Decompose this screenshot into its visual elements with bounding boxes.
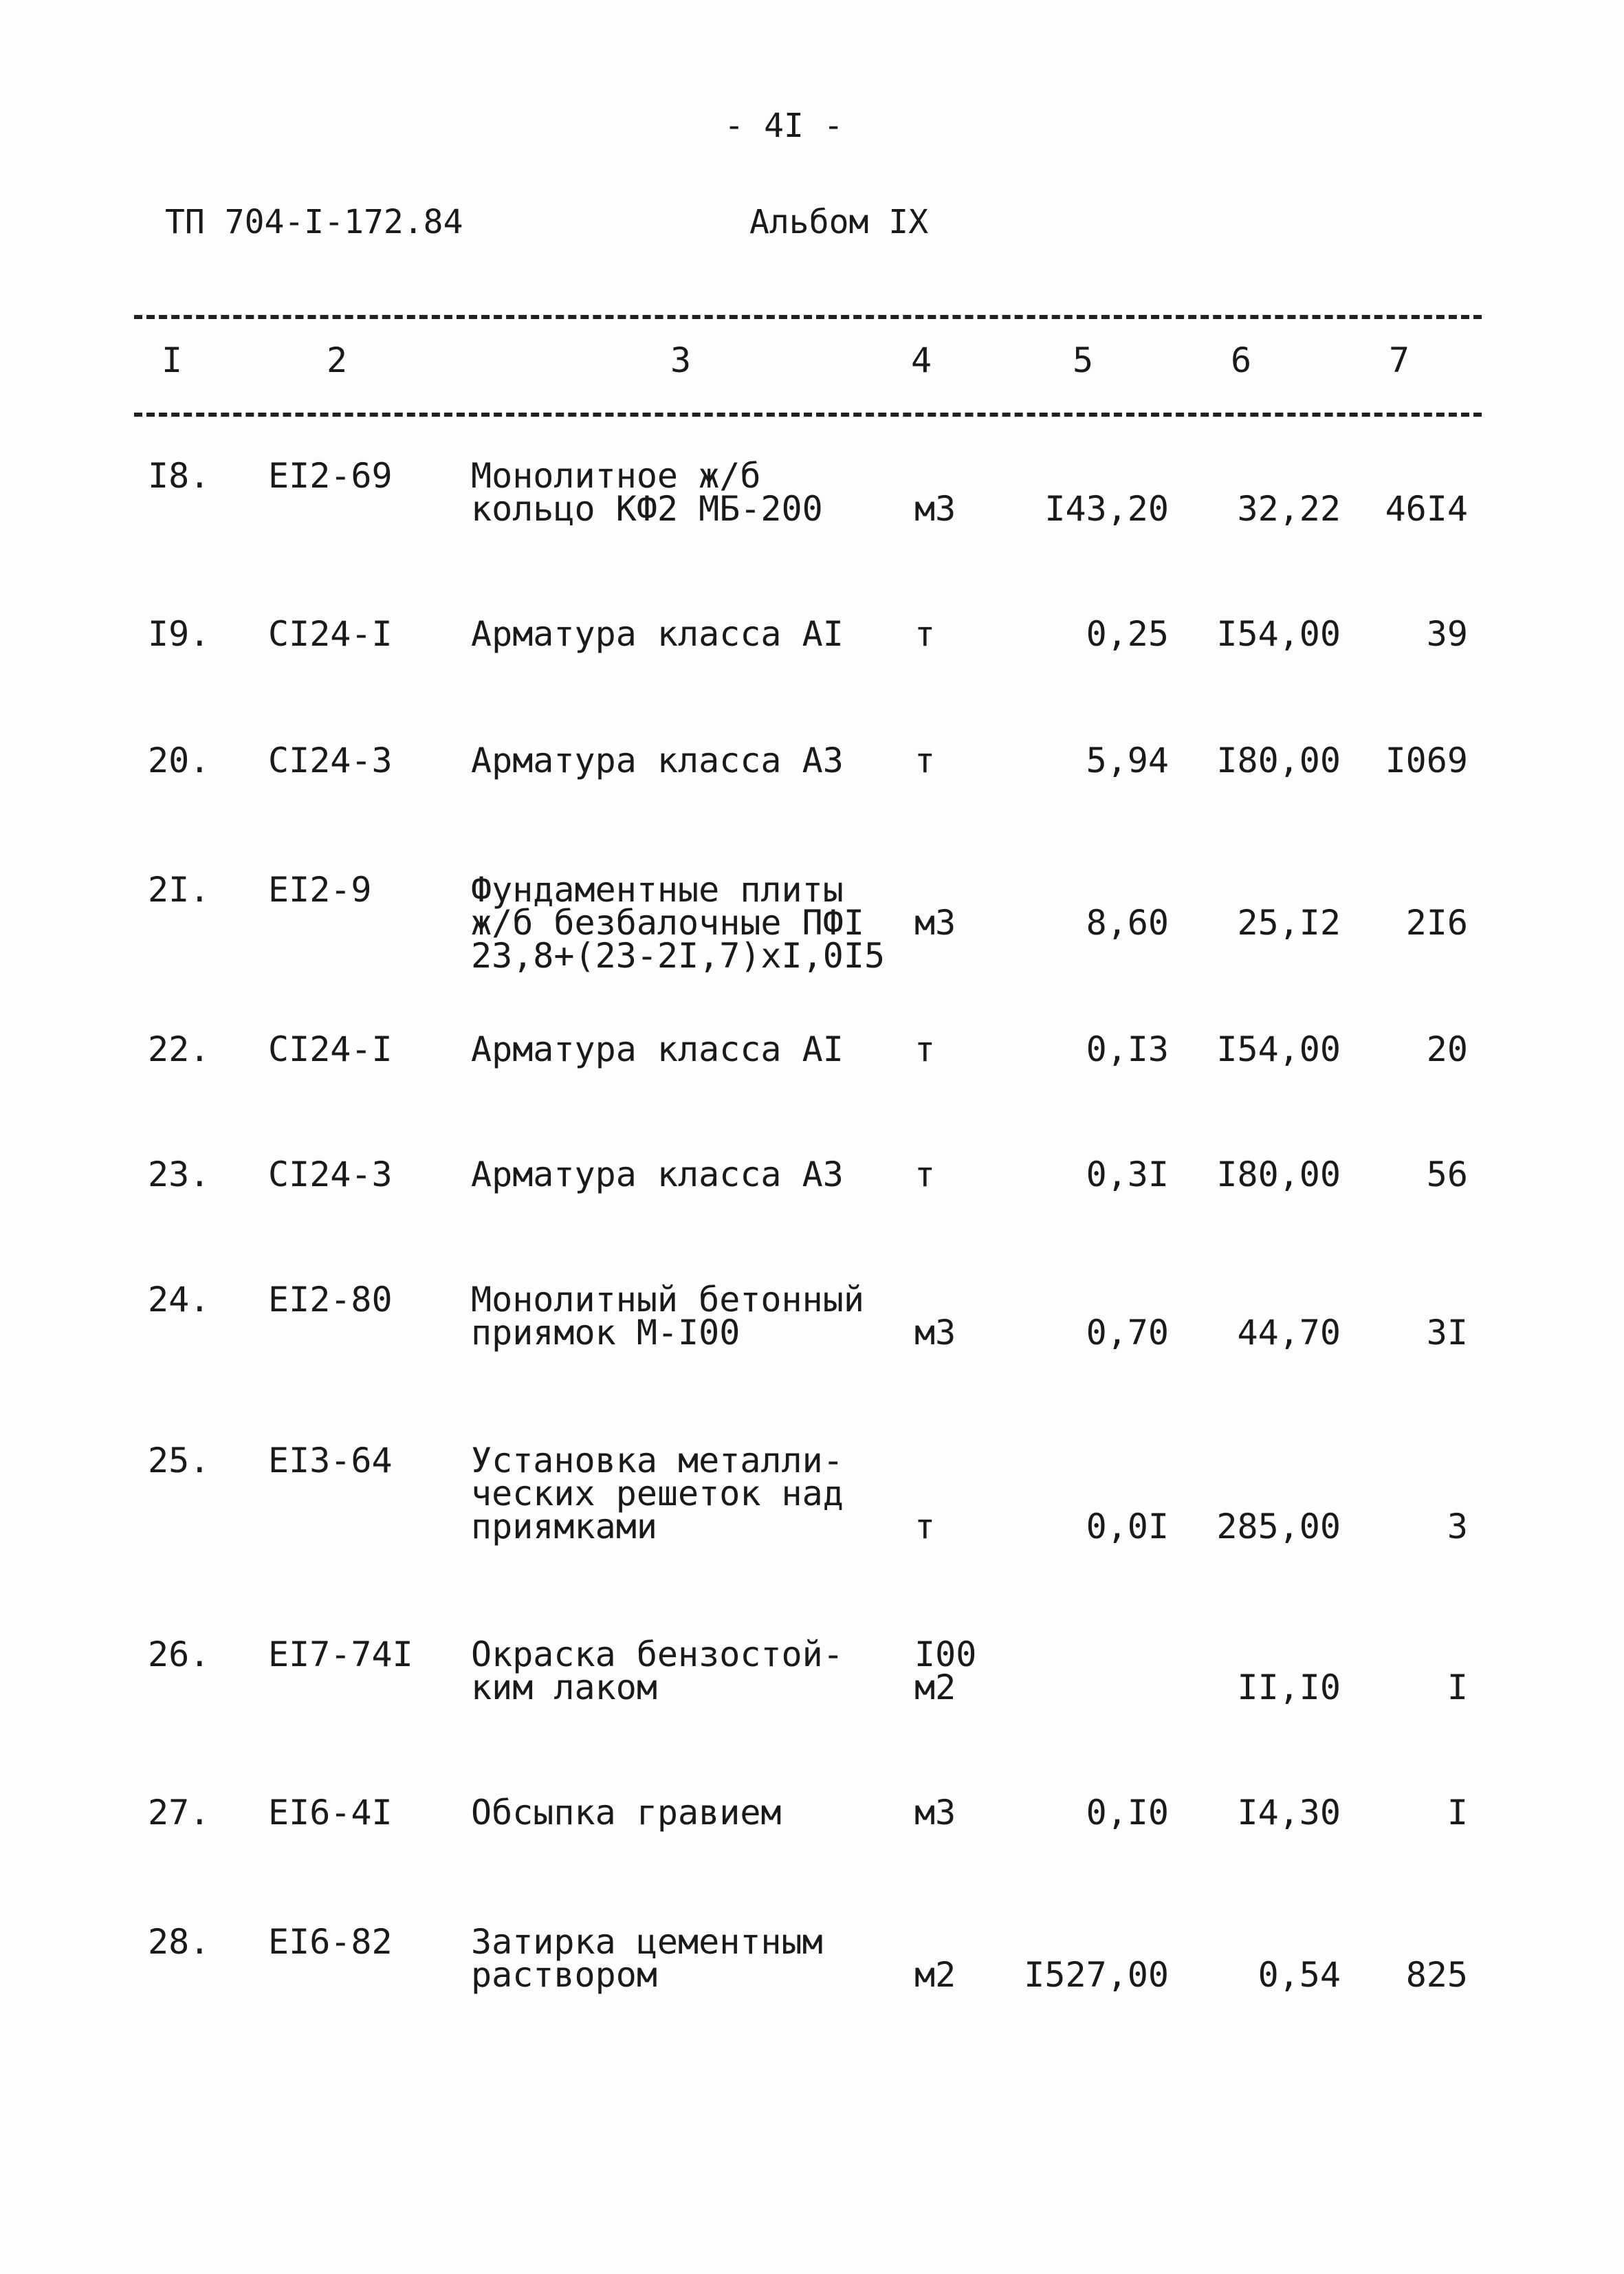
row-description: Установка металли- ческих решеток над приямками: [471, 1441, 844, 1546]
column-header-1: I: [162, 340, 183, 380]
row-number: 20.: [148, 741, 210, 780]
row-unit: т: [914, 1507, 936, 1546]
column-header-3: 3: [670, 340, 692, 380]
row-total: I069: [1385, 741, 1468, 780]
row-code: EI2-69: [268, 456, 393, 496]
row-code: CI24-I: [268, 1029, 393, 1069]
row-quantity: 0,I0: [1086, 1793, 1169, 1833]
row-total: I: [1447, 1793, 1468, 1833]
document-code: ТП 704-I-172.84: [165, 203, 463, 241]
row-description: Фундаментные плиты ж/б безбалочные ПФI 23,8+(23-2I,7)xI,0I5: [471, 870, 886, 976]
row-code: EI6-4I: [268, 1793, 393, 1833]
row-unit: м3: [914, 489, 956, 529]
row-unit: I00 м2: [914, 1635, 977, 1707]
row-total: 20: [1426, 1029, 1468, 1069]
row-price: 25,I2: [1237, 903, 1341, 943]
row-price: I4,30: [1237, 1793, 1341, 1833]
row-total: 3I: [1426, 1313, 1468, 1353]
row-unit: т: [914, 741, 936, 780]
row-total: 2I6: [1405, 903, 1468, 943]
table-header-rule: [134, 413, 1482, 417]
row-quantity: 0,3I: [1086, 1155, 1169, 1194]
row-number: I9.: [148, 614, 210, 654]
row-unit: м3: [914, 903, 956, 943]
row-description: Окраска бензостой- ким лаком: [471, 1635, 844, 1707]
row-description: Арматура класса A3: [471, 741, 844, 780]
row-price: I54,00: [1216, 1029, 1341, 1069]
row-description: Монолитное ж/б кольцо КФ2 МБ-200: [471, 456, 823, 529]
column-header-6: 6: [1231, 340, 1252, 380]
row-unit: т: [914, 1029, 936, 1069]
row-unit: т: [914, 1155, 936, 1194]
row-price: I80,00: [1216, 1155, 1341, 1194]
row-code: EI7-74I: [268, 1635, 413, 1674]
column-header-7: 7: [1389, 340, 1410, 380]
album-label: Альбом IX: [749, 203, 929, 241]
row-description: Обсыпка гравием: [471, 1793, 782, 1833]
row-description: Монолитный бетонный приямок М-I00: [471, 1280, 864, 1353]
row-total: 46I4: [1385, 489, 1468, 529]
row-number: 27.: [148, 1793, 210, 1833]
row-code: EI2-9: [268, 870, 372, 910]
row-code: EI6-82: [268, 1922, 393, 1962]
row-code: EI2-80: [268, 1280, 393, 1320]
row-number: 2I.: [148, 870, 210, 910]
row-price: 32,22: [1237, 489, 1341, 529]
row-number: 24.: [148, 1280, 210, 1320]
row-code: EI3-64: [268, 1441, 393, 1480]
row-number: 28.: [148, 1922, 210, 1962]
row-quantity: 0,0I: [1086, 1507, 1169, 1546]
row-quantity: 0,25: [1086, 614, 1169, 654]
row-description: Арматура класса AI: [471, 614, 844, 654]
row-unit: м3: [914, 1313, 956, 1353]
row-quantity: 5,94: [1086, 741, 1169, 780]
row-description: Арматура класса A3: [471, 1155, 844, 1194]
row-code: CI24-I: [268, 614, 393, 654]
row-price: I54,00: [1216, 614, 1341, 654]
row-quantity: 0,I3: [1086, 1029, 1169, 1069]
column-header-2: 2: [327, 340, 348, 380]
table-top-rule: [134, 315, 1482, 319]
row-number: 23.: [148, 1155, 210, 1194]
row-total: 825: [1405, 1955, 1468, 1995]
row-total: I: [1447, 1668, 1468, 1707]
row-price: II,I0: [1237, 1668, 1341, 1707]
row-code: CI24-3: [268, 741, 393, 780]
row-quantity: I527,00: [1024, 1955, 1169, 1995]
row-price: I80,00: [1216, 741, 1341, 780]
row-code: CI24-3: [268, 1155, 393, 1194]
row-unit: т: [914, 614, 936, 654]
row-description: Затирка цементным раствором: [471, 1922, 823, 1995]
row-quantity: 8,60: [1086, 903, 1169, 943]
row-number: I8.: [148, 456, 210, 496]
row-price: 285,00: [1216, 1507, 1341, 1546]
row-price: 44,70: [1237, 1313, 1341, 1353]
row-quantity: 0,70: [1086, 1313, 1169, 1353]
row-total: 56: [1426, 1155, 1468, 1194]
row-number: 22.: [148, 1029, 210, 1069]
row-total: 3: [1447, 1507, 1468, 1546]
row-unit: м3: [914, 1793, 956, 1833]
row-unit: м2: [914, 1955, 956, 1995]
row-price: 0,54: [1258, 1955, 1341, 1995]
row-number: 26.: [148, 1635, 210, 1674]
page-number: - 4I -: [724, 107, 844, 145]
column-header-5: 5: [1073, 340, 1094, 380]
row-number: 25.: [148, 1441, 210, 1480]
row-description: Арматура класса AI: [471, 1029, 844, 1069]
row-quantity: I43,20: [1044, 489, 1169, 529]
row-total: 39: [1426, 614, 1468, 654]
column-header-4: 4: [911, 340, 932, 380]
